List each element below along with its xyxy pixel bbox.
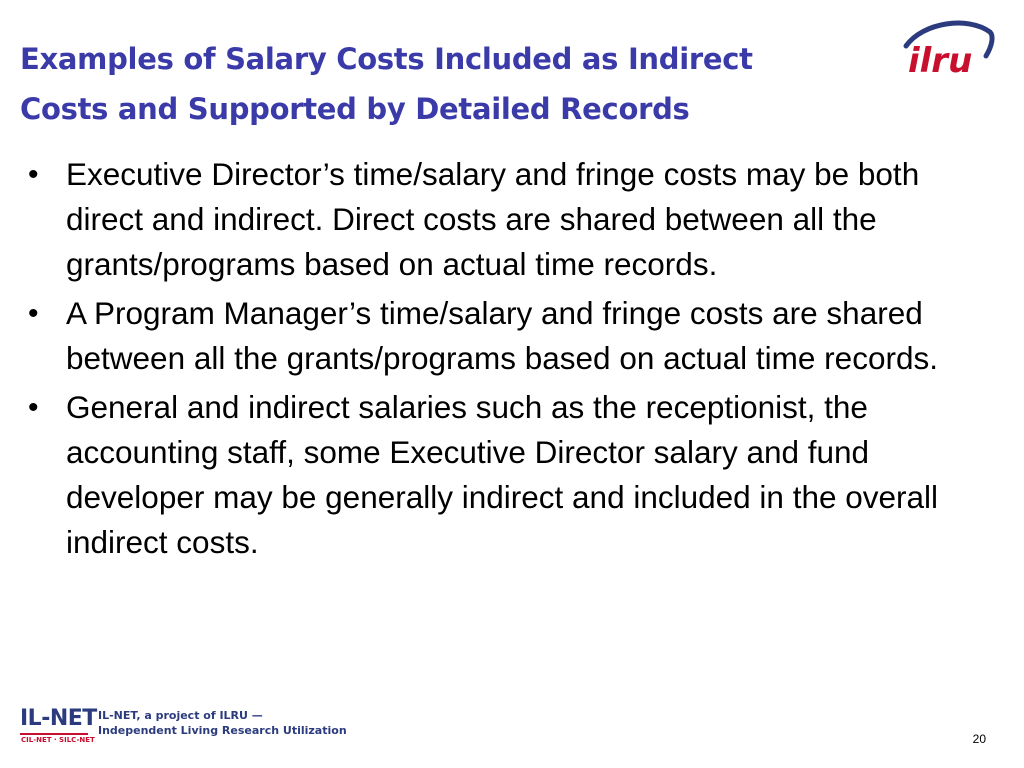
bullet-item — [24, 152, 1004, 287]
slide-title — [20, 34, 900, 134]
bullet-text: General and indirect salaries such as the receptionist, the accounting staff, some Executive Director salary and fund developer may be generally indirect and included in the overall indirect costs. — [66, 389, 939, 560]
slide-title-line-2: Costs and Supported by Detailed Records — [20, 92, 690, 126]
il-net-brand: IL-NET — [20, 706, 97, 731]
bullet-text: A Program Manager’s time/salary and fringe costs are shared between all the grants/programs based on actual time records. — [66, 295, 938, 376]
bullet-list — [24, 152, 1004, 569]
il-net-footer-logo — [20, 706, 347, 752]
bullet-dot-icon: • — [28, 391, 39, 424]
il-net-tagline — [98, 708, 347, 738]
bullet-item — [24, 291, 1004, 381]
bullet-text: Executive Director’s time/salary and fringe costs may be both direct and indirect. Direct costs are shared between all the grants/programs based on actual time records. — [66, 156, 920, 282]
ilru-logo — [888, 16, 998, 88]
ilru-logo-icon — [888, 16, 998, 88]
il-net-tagline-line-2: Independent Living Research Utilization — [98, 724, 347, 737]
il-net-tagline-line-1: IL-NET, a project of ILRU — — [98, 709, 263, 722]
bullet-dot-icon: • — [28, 158, 39, 191]
bullet-item — [24, 385, 1004, 565]
il-net-divider — [20, 733, 88, 735]
page-number: 20 — [972, 732, 986, 746]
il-net-subbrand: CIL-NET · SILC-NET — [21, 736, 95, 744]
ilru-logo-text: ilru — [908, 41, 973, 81]
slide-title-line-1: Examples of Salary Costs Included as Indirect — [20, 42, 753, 76]
bullet-dot-icon: • — [28, 297, 39, 330]
